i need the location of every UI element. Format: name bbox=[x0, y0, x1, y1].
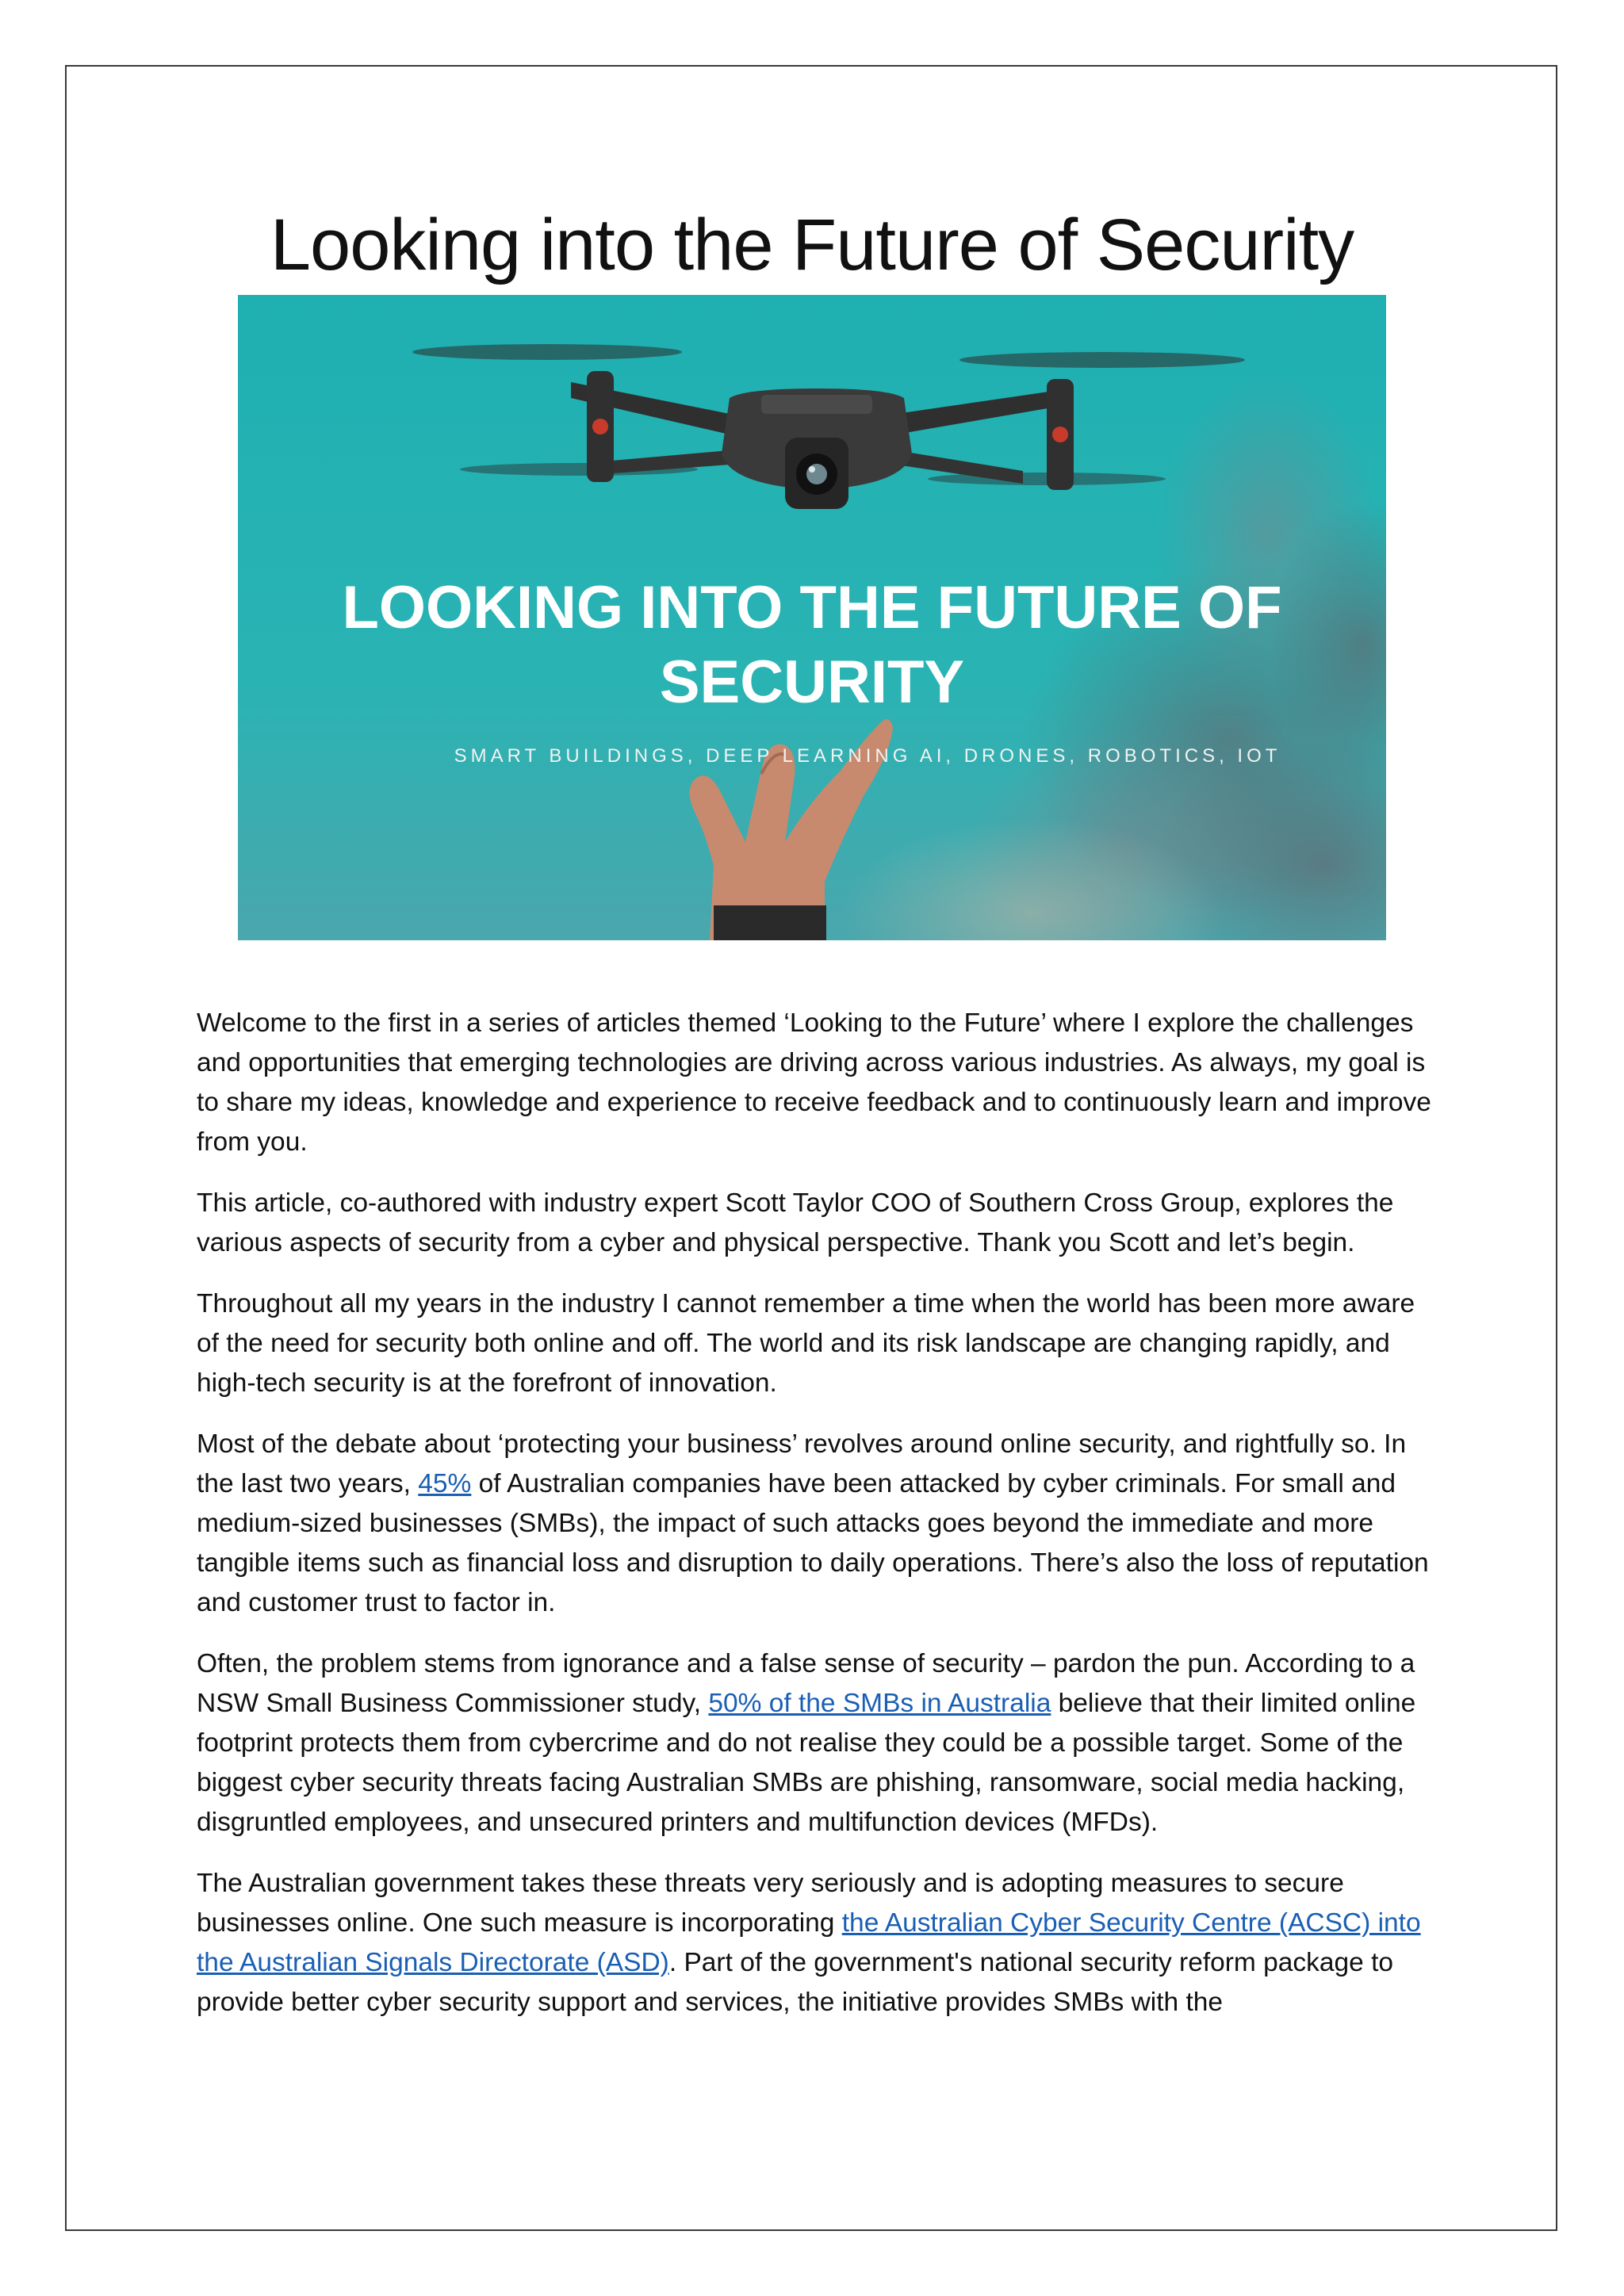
paragraph-text: The Australian government takes these threats very seriously and is adopting measures to secure businesses online. One such measure is incorporating bbox=[197, 1869, 1344, 1938]
paragraph-text: . Part of the government's national security reform package to provide better cyber security support and services, the initiative provides SMBs with the bbox=[197, 1948, 1394, 2017]
hero-heading-line-1: LOOKING INTO THE FUTURE OF bbox=[342, 574, 1282, 641]
hero-image bbox=[238, 295, 1386, 940]
paragraph-awareness: Throughout all my years in the industry I cannot remember a time when the world has been more aware of the need for security both online and off. The world and its risk landscape are changing rapidly, and high-tech security is at the forefront of innovation. bbox=[197, 1289, 1415, 1398]
paragraph-text: Often, the problem stems from ignorance and a false sense of security – pardon the pun. According to a NSW Small Business Commissioner study, bbox=[197, 1649, 1415, 1718]
paragraph-coauthor: This article, co-authored with industry expert Scott Taylor COO of Southern Cross Group, explores the various aspects of security from a cyber and physical perspective. Thank you Scott and let’s begin. bbox=[197, 1188, 1394, 1257]
acsc-asd-link[interactable]: the Australian Cyber Security Centre (ACSC) into the Australian Signals Directorate (ASD) bbox=[197, 1908, 1421, 1977]
page-title: Looking into the Future of Security bbox=[270, 205, 1354, 285]
stat-45-percent-link[interactable]: 45% bbox=[418, 1469, 472, 1498]
hero-heading-line-2: SECURITY bbox=[659, 649, 965, 716]
paragraph-government bbox=[197, 1864, 1434, 2022]
paragraph-text: believe that their limited online footprint protects them from cybercrime and do not realise they could be a possible target. Some of the biggest cyber security threats facing Australian SMBs are phishing, ransomware, social media hacking, disgruntled employees, and unsecured printers and multifunction devices (MFDs). bbox=[197, 1689, 1416, 1837]
paragraph-false-sense bbox=[197, 1644, 1434, 1843]
paragraph-intro: Welcome to the first in a series of articles themed ‘Looking to the Future’ where I explore the challenges and opportunities that emerging technologies are driving across various industries. As always, my goal is to share my ideas, knowledge and experience to receive feedback and to continuously learn and improve from you. bbox=[197, 1008, 1431, 1157]
hero-heading bbox=[238, 571, 1386, 720]
paragraph-text: of Australian companies have been attacked by cyber criminals. For small and medium-sized businesses (SMBs), the impact of such attacks goes beyond the immediate and more tangible items such as financial loss and disruption to daily operations. There’s also the loss of reputation and customer trust to factor in. bbox=[197, 1469, 1429, 1617]
paragraph-text: Most of the debate about ‘protecting your business’ revolves around online security, and rightfully so. In the last two years, bbox=[197, 1429, 1407, 1498]
paragraph-online-security bbox=[197, 1425, 1434, 1623]
smb-study-link[interactable]: 50% of the SMBs in Australia bbox=[708, 1689, 1051, 1718]
hero-subheading: SMART BUILDINGS, DEEP LEARNING AI, DRONES, ROBOTICS, IOT bbox=[454, 745, 1281, 767]
article-body bbox=[197, 1004, 1434, 2044]
